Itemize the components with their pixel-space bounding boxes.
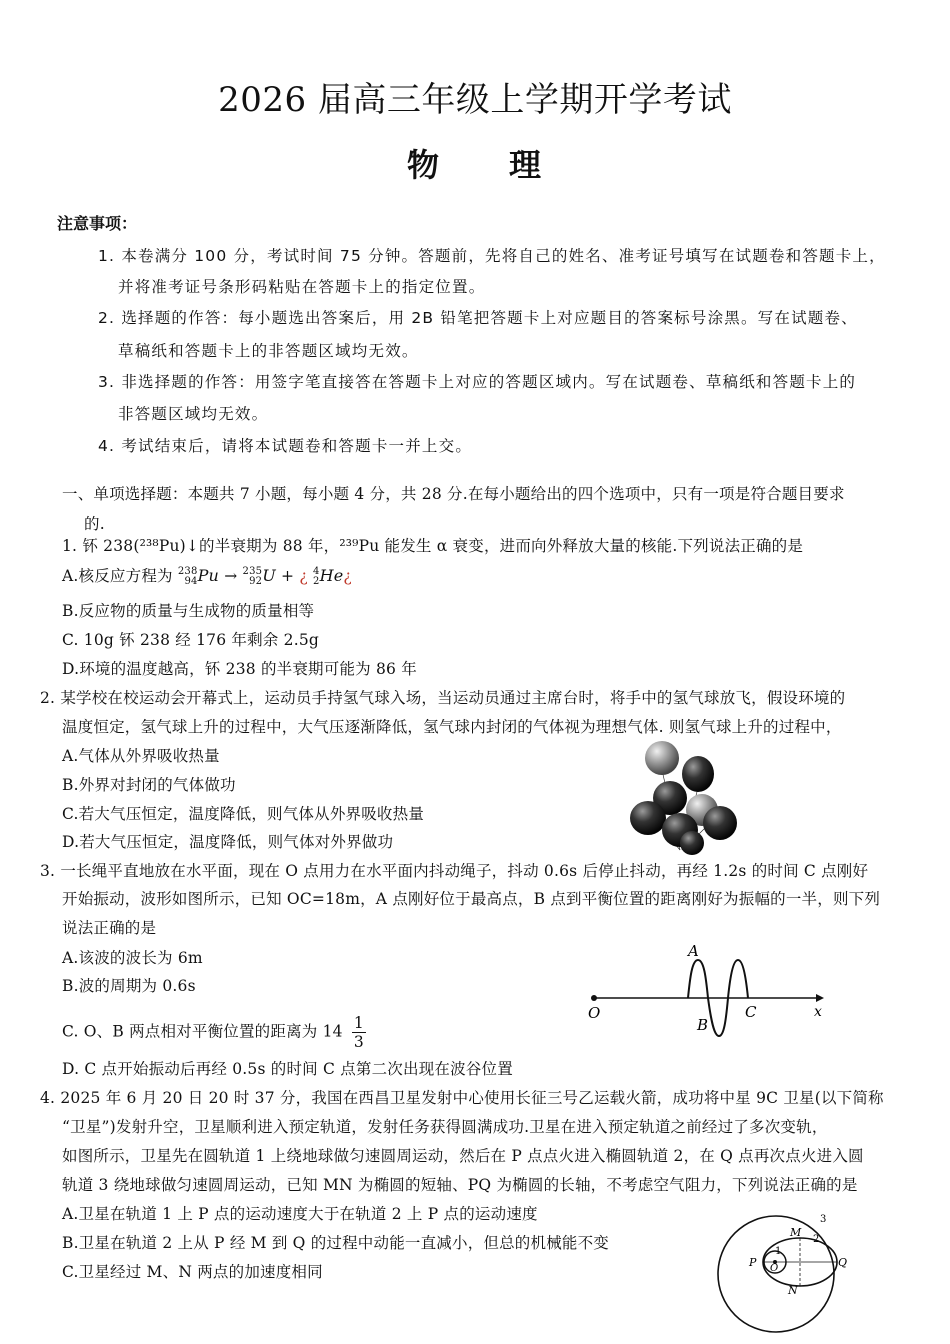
q4-stem: 4. 2025 年 6 月 20 日 20 时 37 分，我国在西昌卫星发射中心使用长征三号乙运载火箭，成功将中星 9C 卫星(以下简称 [40, 1089, 884, 1107]
note-line: 并将准考证号条形码粘贴在答题卡上的指定位置。 [118, 278, 486, 296]
balloon [703, 806, 737, 840]
note-line: 非答题区域均无效。 [118, 405, 269, 423]
exam-title: 2026 届高三年级上学期开学考试 [218, 80, 732, 120]
notes-heading: 注意事项： [57, 214, 138, 233]
axis-arrow [816, 994, 824, 1002]
fraction-numerator: 1 [353, 1014, 364, 1032]
label-o: O [770, 1263, 779, 1274]
u-atomic-number: 92 [249, 576, 263, 587]
section-heading-cont: 的. [84, 515, 105, 533]
balloon [682, 756, 714, 792]
q1-option-a [62, 564, 352, 587]
fraction [352, 1014, 366, 1051]
label-a: A [688, 942, 699, 960]
balloon [645, 741, 679, 775]
garbled-char: ¿ [299, 567, 308, 585]
label-o: O [588, 1004, 601, 1022]
q2-option-b: B.外界对封闭的气体做功 [62, 776, 236, 794]
note-line: 4. 考试结束后，请将本试题卷和答题卡一并上交。 [98, 437, 473, 455]
note-line: 2. 选择题的作答：每小题选出答案后，用 2B 铅笔把答题卡上对应题目的答案标号涂黑。写在试题卷、 [98, 309, 858, 327]
label-orbit-3: 3 [820, 1214, 827, 1225]
label-n: N [788, 1284, 798, 1297]
balloon [630, 801, 666, 835]
orbit-figure [710, 1208, 848, 1340]
u-mass-number: 235 [242, 566, 263, 577]
q3-c-prefix: C. O、B 两点相对平衡位置的距离为 14 [62, 1022, 343, 1041]
q1-a-prefix: A.核反应方程为 [62, 567, 173, 585]
he-symbol: He [319, 566, 344, 585]
q4-stem-cont2: 如图所示，卫星先在圆轨道 1 上绕地球做匀速圆周运动，然后在 P 点点火进入椭圆轨道 2，在 Q 点再次点火进入圆 [62, 1147, 864, 1165]
he-atomic-number: 2 [313, 576, 320, 587]
garbled-char: ¿ [343, 567, 352, 585]
pu-mass-number: 238 [177, 566, 198, 577]
section-heading: 一、单项选择题：本题共 7 小题，每小题 4 分，共 28 分.在每小题给出的四个选项中，只有一项是符合题目要求 [62, 485, 845, 503]
q3-option-c [62, 1014, 366, 1051]
pu-nuclide-numbers [178, 567, 198, 587]
u-symbol: U [262, 566, 276, 585]
wave-figure [580, 938, 830, 1046]
q4-option-a: A.卫星在轨道 1 上 P 点的运动速度大于在轨道 2 上 P 点的运动速度 [62, 1205, 538, 1223]
q3-option-a: A.该波的波长为 6m [62, 949, 203, 967]
note-line: 1. 本卷满分 100 分，考试时间 75 分钟。答题前，先将自己的姓名、准考证号填写在试题卷和答题卡上， [98, 247, 886, 265]
label-orbit-2: 2 [813, 1234, 820, 1245]
subject-title: 物 理 [406, 146, 543, 184]
u-nuclide-numbers [243, 567, 263, 587]
label-m: M [790, 1226, 802, 1239]
q4-stem-cont: “卫星”)发射升空，卫星顺利进入预定轨道，发射任务获得圆满成功.卫星在进入预定轨道之前经过了多次变轨， [62, 1118, 828, 1136]
pu-atomic-number: 94 [184, 576, 198, 587]
q4-option-c: C.卫星经过 M、N 两点的加速度相同 [62, 1263, 323, 1281]
label-c: C [745, 1003, 757, 1021]
label-b: B [697, 1016, 709, 1034]
q1-option-d: D.环境的温度越高，钚 238 的半衰期可能为 86 年 [62, 660, 417, 678]
pu-symbol: Pu [197, 566, 220, 585]
q1-option-b: B.反应物的质量与生成物的质量相等 [62, 602, 315, 620]
label-q: Q [838, 1256, 848, 1269]
q2-stem-cont: 温度恒定，氢气球上升的过程中，大气压逐渐降低，氢气球内封闭的气体视为理想气体. 则氢气球上升的过程中， [62, 718, 842, 736]
q3-option-d: D. C 点开始振动后再经 0.5s 的时间 C 点第二次出现在波谷位置 [62, 1060, 513, 1078]
q3-stem-cont: 开始振动，波形如图所示，已知 OC=18m，A 点刚好位于最高点，B 点到平衡位置的距离刚好为振幅的一半，则下列 [62, 890, 881, 908]
balloon [680, 831, 704, 855]
q2-option-c: C.若大气压恒定，温度降低，则气体从外界吸收热量 [62, 805, 425, 823]
q3-stem: 3. 一长绳平直地放在水平面，现在 O 点用力在水平面内抖动绳子，抖动 0.6s 后停止抖动，再经 1.2s 的时间 C 点刚好 [40, 862, 869, 880]
label-orbit-1: 1 [775, 1246, 782, 1257]
note-line: 草稿纸和答题卡上的非答题区域均无效。 [118, 342, 419, 360]
q1-stem: 1. 钚 238(²³⁸Pu)↓的半衰期为 88 年，²³⁹Pu 能发生 α 衰变，进而向外释放大量的核能.下列说法正确的是 [62, 537, 804, 555]
he-mass-number: 4 [313, 566, 320, 577]
q2-option-d: D.若大气压恒定，温度降低，则气体对外界做功 [62, 833, 394, 851]
q3-stem-cont2: 说法正确的是 [62, 919, 157, 937]
q4-option-b: B.卫星在轨道 2 上从 P 经 M 到 Q 的过程中动能一直减小，但总的机械能不变 [62, 1234, 610, 1252]
balloons-figure [620, 738, 750, 860]
fraction-denominator: 3 [353, 1033, 364, 1051]
q3-option-b: B.波的周期为 0.6s [62, 977, 196, 995]
q2-stem: 2. 某学校在校运动会开幕式上，运动员手持氢气球入场，当运动员通过主席台时，将手中的氢气球放飞，假设环境的 [40, 689, 846, 707]
label-x: x [814, 1004, 822, 1020]
label-p: P [749, 1256, 757, 1269]
q2-option-a: A.气体从外界吸收热量 [62, 747, 220, 765]
note-line: 3. 非选择题的作答：用签字笔直接答在答题卡上对应的答题区域内。写在试题卷、草稿纸和答题卡上的 [98, 373, 857, 391]
origin-point [591, 995, 597, 1001]
plus-sign: + [281, 567, 295, 585]
q4-stem-cont3: 轨道 3 绕地球做匀速圆周运动，已知 MN 为椭圆的短轴、PQ 为椭圆的长轴，不考虑空气阻力，下列说法正确的是 [62, 1176, 858, 1194]
q1-option-c: C. 10g 钚 238 经 176 年剩余 2.5g [62, 631, 320, 649]
reaction-arrow: → [224, 567, 238, 585]
